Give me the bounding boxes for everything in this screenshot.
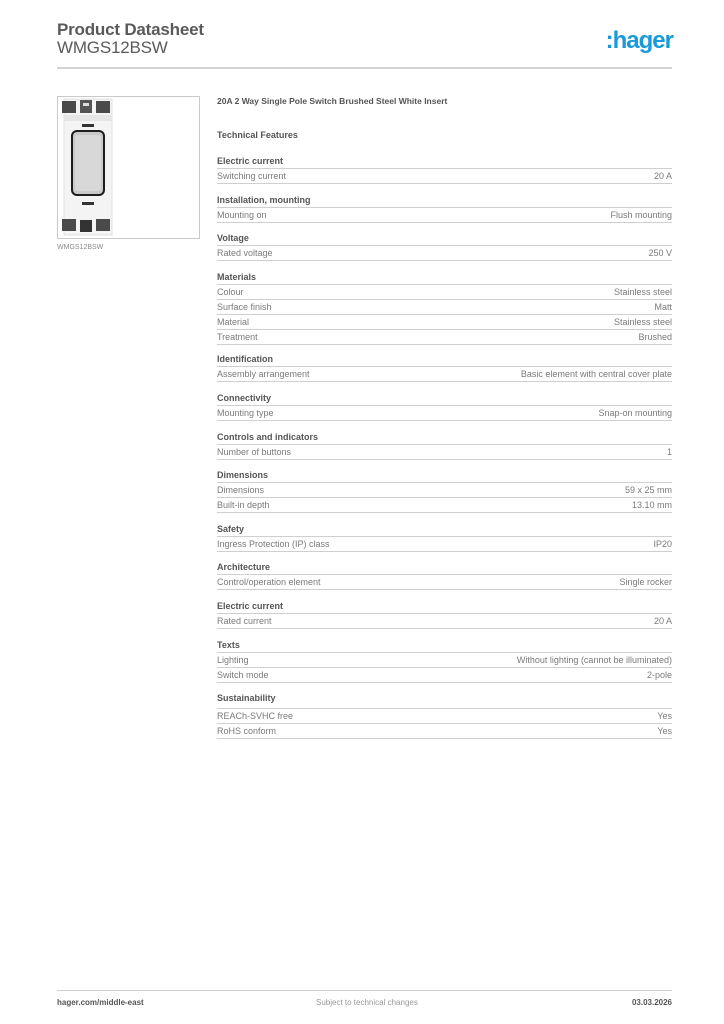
spec-label: Assembly arrangement — [217, 369, 310, 379]
spec-label: Switch mode — [217, 670, 269, 680]
spec-row — [217, 315, 672, 330]
spec-row — [217, 445, 672, 460]
spec-section-dimensions — [217, 468, 672, 513]
switch-module-image — [58, 97, 199, 238]
spec-row — [217, 330, 672, 345]
spec-label: Built-in depth — [217, 500, 270, 510]
spec-value: Yes — [657, 726, 672, 736]
spec-section-texts — [217, 638, 672, 683]
product-image — [57, 96, 200, 239]
section-heading: Texts — [217, 638, 672, 653]
header-divider — [57, 67, 672, 69]
spec-value: 1 — [666, 447, 672, 457]
hager-logo: :hager — [605, 27, 673, 54]
spec-label: Rated current — [217, 616, 272, 626]
spec-section-identification — [217, 352, 672, 382]
spec-label: Lighting — [217, 655, 249, 665]
spec-section-electric-current-rated — [217, 599, 672, 629]
spec-label: Number of buttons — [217, 447, 292, 457]
section-heading: Electric current — [217, 154, 672, 169]
spec-label: Treatment — [217, 332, 258, 342]
spec-section-voltage — [217, 231, 672, 261]
spec-row — [217, 169, 672, 184]
spec-row — [217, 208, 672, 223]
spec-value: Without lighting (cannot be illuminated) — [516, 655, 672, 665]
footer-divider — [57, 990, 672, 991]
spec-row — [217, 537, 672, 552]
section-heading: Controls and indicators — [217, 430, 672, 445]
spec-label: Rated voltage — [217, 248, 273, 258]
section-heading: Voltage — [217, 231, 672, 246]
footer-notice: Subject to technical changes — [316, 998, 418, 1007]
spec-value: Yes — [657, 711, 672, 721]
spec-label: RoHS conform — [217, 726, 277, 736]
spec-value: 20 A — [653, 616, 672, 626]
footer-website-link[interactable]: hager.com/middle-east — [57, 998, 144, 1007]
spec-section-electric-current — [217, 154, 672, 184]
spec-value: Matt — [654, 302, 672, 312]
spec-section-installation — [217, 193, 672, 223]
document-title: Product Datasheet — [57, 20, 204, 39]
section-heading: Sustainability — [217, 691, 672, 709]
section-heading: Safety — [217, 522, 672, 537]
spec-label: Colour — [217, 287, 244, 297]
spec-label: Surface finish — [217, 302, 272, 312]
spec-section-safety — [217, 522, 672, 552]
spec-value: Brushed — [638, 332, 672, 342]
section-heading: Electric current — [217, 599, 672, 614]
spec-label: Mounting on — [217, 210, 267, 220]
section-heading: Installation, mounting — [217, 193, 672, 208]
spec-row — [217, 285, 672, 300]
section-heading: Identification — [217, 352, 672, 367]
image-caption: WMGS12BSW — [57, 244, 104, 251]
section-heading: Connectivity — [217, 391, 672, 406]
spec-row — [217, 653, 672, 668]
spec-row — [217, 724, 672, 739]
technical-features-title: Technical Features — [217, 130, 298, 140]
product-name: 20A 2 Way Single Pole Switch Brushed Steel White Insert — [217, 96, 448, 106]
spec-row — [217, 406, 672, 421]
footer-date: 03.03.2026 — [631, 998, 672, 1007]
spec-row — [217, 300, 672, 315]
spec-value: Single rocker — [619, 577, 672, 587]
spec-value: 20 A — [653, 171, 672, 181]
spec-row — [217, 709, 672, 724]
spec-value: Basic element with central cover plate — [520, 369, 672, 379]
spec-label: Ingress Protection (IP) class — [217, 539, 330, 549]
spec-label: Material — [217, 317, 250, 327]
spec-value: Stainless steel — [613, 287, 672, 297]
spec-section-sustainability — [217, 691, 672, 739]
spec-row — [217, 575, 672, 590]
spec-row — [217, 367, 672, 382]
spec-row — [217, 614, 672, 629]
spec-value: Stainless steel — [613, 317, 672, 327]
spec-row — [217, 498, 672, 513]
spec-row — [217, 246, 672, 261]
section-heading: Dimensions — [217, 468, 672, 483]
spec-section-architecture — [217, 560, 672, 590]
spec-value: 59 x 25 mm — [624, 485, 672, 495]
spec-row — [217, 668, 672, 683]
spec-value: Flush mounting — [610, 210, 672, 220]
spec-section-controls — [217, 430, 672, 460]
spec-value: Snap-on mounting — [598, 408, 672, 418]
spec-value: 250 V — [648, 248, 672, 258]
spec-row — [217, 483, 672, 498]
spec-section-connectivity — [217, 391, 672, 421]
section-heading: Materials — [217, 270, 672, 285]
spec-label: Control/operation element — [217, 577, 321, 587]
spec-label: REACh-SVHC free — [217, 711, 294, 721]
section-heading: Architecture — [217, 560, 672, 575]
spec-value: 13.10 mm — [631, 500, 672, 510]
product-code: WMGS12BSW — [57, 38, 168, 57]
spec-section-materials — [217, 270, 672, 345]
spec-label: Dimensions — [217, 485, 265, 495]
spec-label: Switching current — [217, 171, 287, 181]
spec-label: Mounting type — [217, 408, 274, 418]
spec-value: 2-pole — [646, 670, 672, 680]
spec-value: IP20 — [653, 539, 672, 549]
